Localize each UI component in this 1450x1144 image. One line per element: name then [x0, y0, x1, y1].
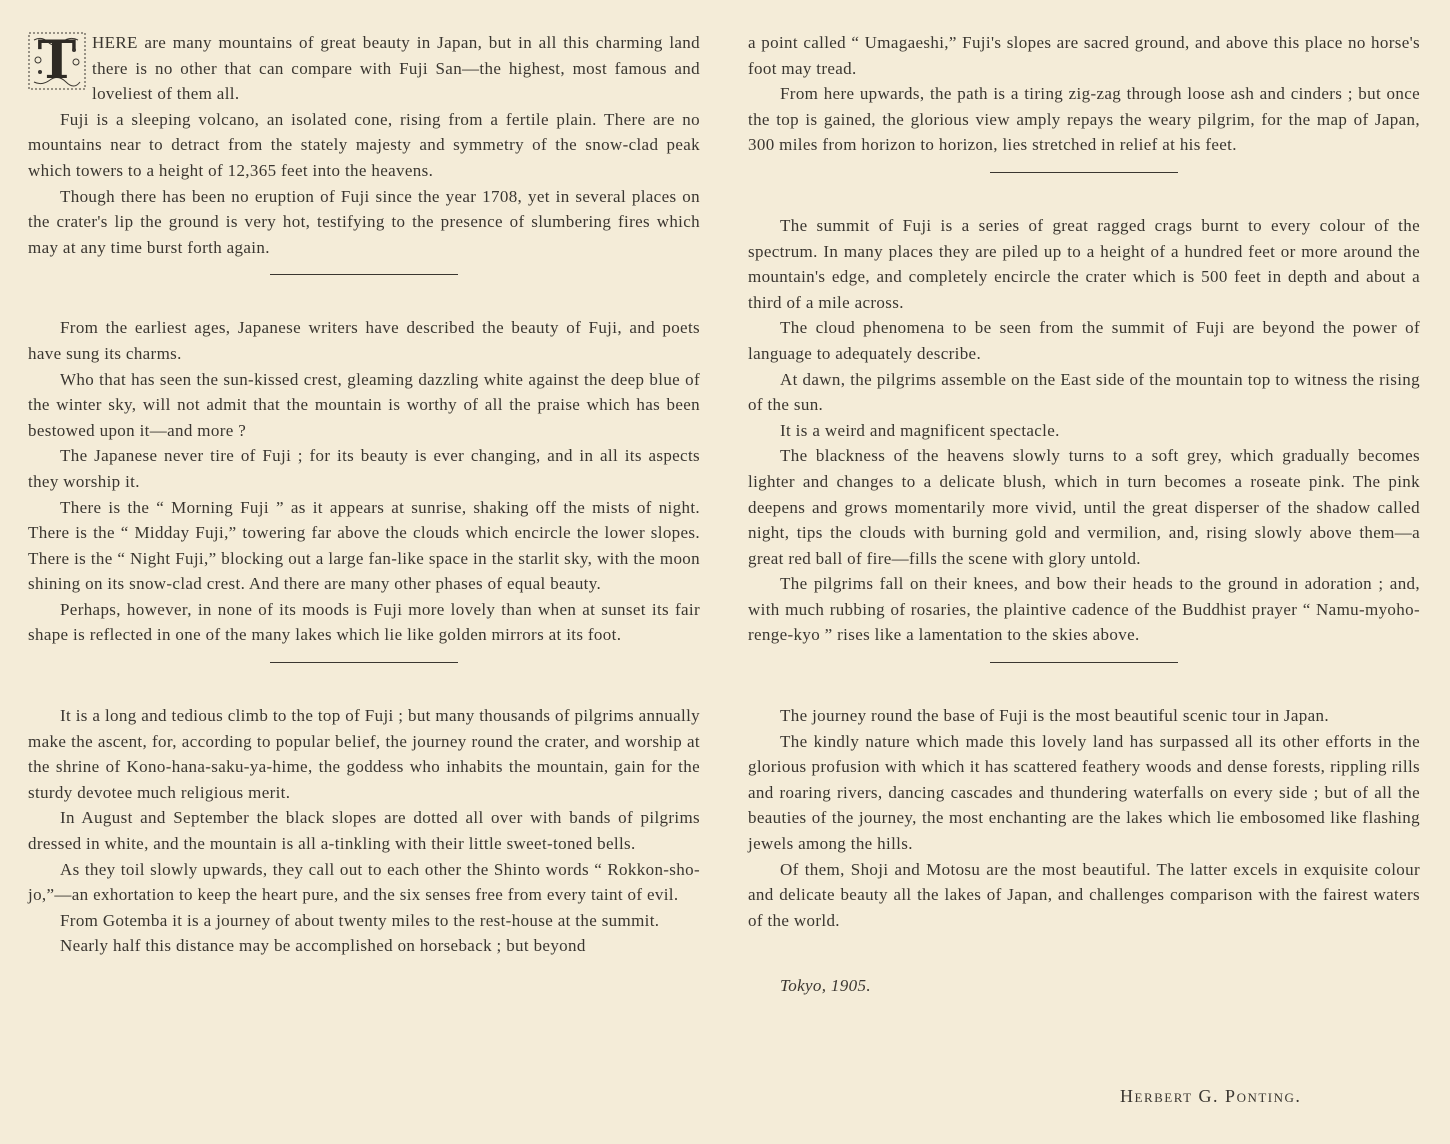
paragraph: The pilgrims fall on their knees, and bow their heads to the ground in adoration ; and, with much rubbing of rosaries, the plaintive cadence of the Buddhist prayer “ Namu-myoho-renge-kyo ” rises like a lamentation to the skies above.: [748, 574, 1420, 645]
section-divider: [990, 172, 1178, 173]
intro-paragraph-block: [28, 30, 700, 107]
section-divider: [990, 662, 1178, 663]
dropcap-letter: T: [37, 30, 77, 91]
paragraph: The summit of Fuji is a series of great ragged crags burnt to every colour of the spectrum. In many places they are piled up to a height of a hundred feet or more around the mountain's edge, and completely encircle the crater which is 500 feet in depth and about a third of a mile across.: [748, 215, 1420, 312]
intro-paragraph: HERE are many mountains of great beauty in Japan, but in all this charming land there is no other that can compare with Fuji San—the highest, most famous and loveliest of them all.: [92, 33, 700, 104]
place-date: Tokyo, 1905.: [780, 976, 871, 996]
paragraph: The blackness of the heavens slowly turns to a soft grey, which gradually becomes lighter and changes to a delicate blush, which in turn becomes a roseate pink. The pink deepens and grows momentarily more vivid, until the great disperser of the shadow called night, tips the clouds with burning gold and vermilion, and, rising slowly above them—a great red ball of fire—fills the scene with glory untold.: [748, 446, 1420, 568]
paragraph: Perhaps, however, in none of its moods is Fuji more lovely than when at sunset its fair shape is reflected in one of the many lakes which lie like golden mirrors at its foot.: [28, 599, 700, 645]
paragraph: Though there has been no eruption of Fuji since the year 1708, yet in several places on the crater's lip the ground is very hot, testifying to the presence of slumbering fires which may at any time burst forth again.: [28, 186, 700, 257]
paragraph: It is a weird and magnificent spectacle.: [780, 420, 1060, 440]
section-divider: [270, 274, 458, 275]
paragraph: The journey round the base of Fuji is the most beautiful scenic tour in Japan.: [780, 706, 1329, 726]
paragraph: Fuji is a sleeping volcano, an isolated cone, rising from a fertile plain. There are no mountains near to detract from the stately majesty and symmetry of the snow-clad peak which towers to a height of 12,365 feet into the heavens.: [28, 109, 700, 180]
paragraph: Nearly half this distance may be accomplished on horseback ; but beyond: [60, 936, 586, 956]
paragraph: In August and September the black slopes are dotted all over with bands of pilgrims dressed in white, and the mountain is all a-tinkling with their little sweet-toned bells.: [28, 808, 700, 854]
section-divider: [270, 662, 458, 663]
paragraph: Who that has seen the sun-kissed crest, gleaming dazzling white against the deep blue of the winter sky, will not admit that the mountain is worthy of all the praise which has been bestowed upon it—and more ?: [28, 369, 700, 440]
ornamental-dropcap: [28, 32, 86, 90]
paragraph: There is the “ Morning Fuji ” as it appears at sunrise, shaking off the mists of night. There is the “ Midday Fuji,” towering far above the clouds which encircle the lower slopes. There is the “ Night Fuji,” blocking out a large fan-like space in the starlit sky, with the moon shining on its snow-clad crest. And there are many other phases of equal beauty.: [28, 497, 700, 594]
paragraph: It is a long and tedious climb to the top of Fuji ; but many thousands of pilgrims annually make the ascent, for, according to popular belief, the journey round the crater, and worship at the shrine of Kono-hana-saku-ya-hime, the goddess who inhabits the mountain, gain for the sturdy devotee much religious merit.: [28, 706, 700, 802]
author-signature: Herbert G. Ponting.: [1120, 1086, 1302, 1106]
paragraph: As they toil slowly upwards, they call out to each other the Shinto words “ Rokkon-sho-jo,”—an exhortation to keep the heart pure, and the six senses free from every taint of evil.: [28, 859, 700, 905]
paragraph: From here upwards, the path is a tiring zig-zag through loose ash and cinders ; but once the top is gained, the glorious view amply repays the weary pilgrim, for the map of Japan, 300 miles from horizon to horizon, lies stretched in relief at his feet.: [748, 84, 1420, 155]
paragraph: From Gotemba it is a journey of about twenty miles to the rest-house at the summit.: [60, 910, 660, 930]
paragraph: The cloud phenomena to be seen from the summit of Fuji are beyond the power of language to adequately describe.: [748, 318, 1420, 363]
paragraph: The Japanese never tire of Fuji ; for its beauty is ever changing, and in all its aspects they worship it.: [28, 446, 700, 491]
paragraph: Of them, Shoji and Motosu are the most beautiful. The latter excels in exquisite colour and delicate beauty all the lakes of Japan, and challenges comparison with the fairest waters of the world.: [748, 859, 1420, 930]
paragraph: The kindly nature which made this lovely land has surpassed all its other efforts in the glorious profusion with which it has scattered feathery woods and dense forests, rippling rills and roaring rivers, dancing cascades and thundering waterfalls on every side ; but of all the beauties of the journey, the most enchanting are the lakes which lie embosomed like flashing jewels among the hills.: [748, 731, 1420, 854]
paragraph: From the earliest ages, Japanese writers have described the beauty of Fuji, and poets have sung its charms.: [28, 318, 700, 363]
left-column: [28, 30, 700, 959]
right-column: [748, 30, 1420, 999]
paragraph: At dawn, the pilgrims assemble on the East side of the mountain top to witness the rising of the sun.: [748, 369, 1420, 415]
paragraph-continued: a point called “ Umagaeshi,” Fuji's slopes are sacred ground, and above this place no horse's foot may tread.: [748, 33, 1420, 78]
